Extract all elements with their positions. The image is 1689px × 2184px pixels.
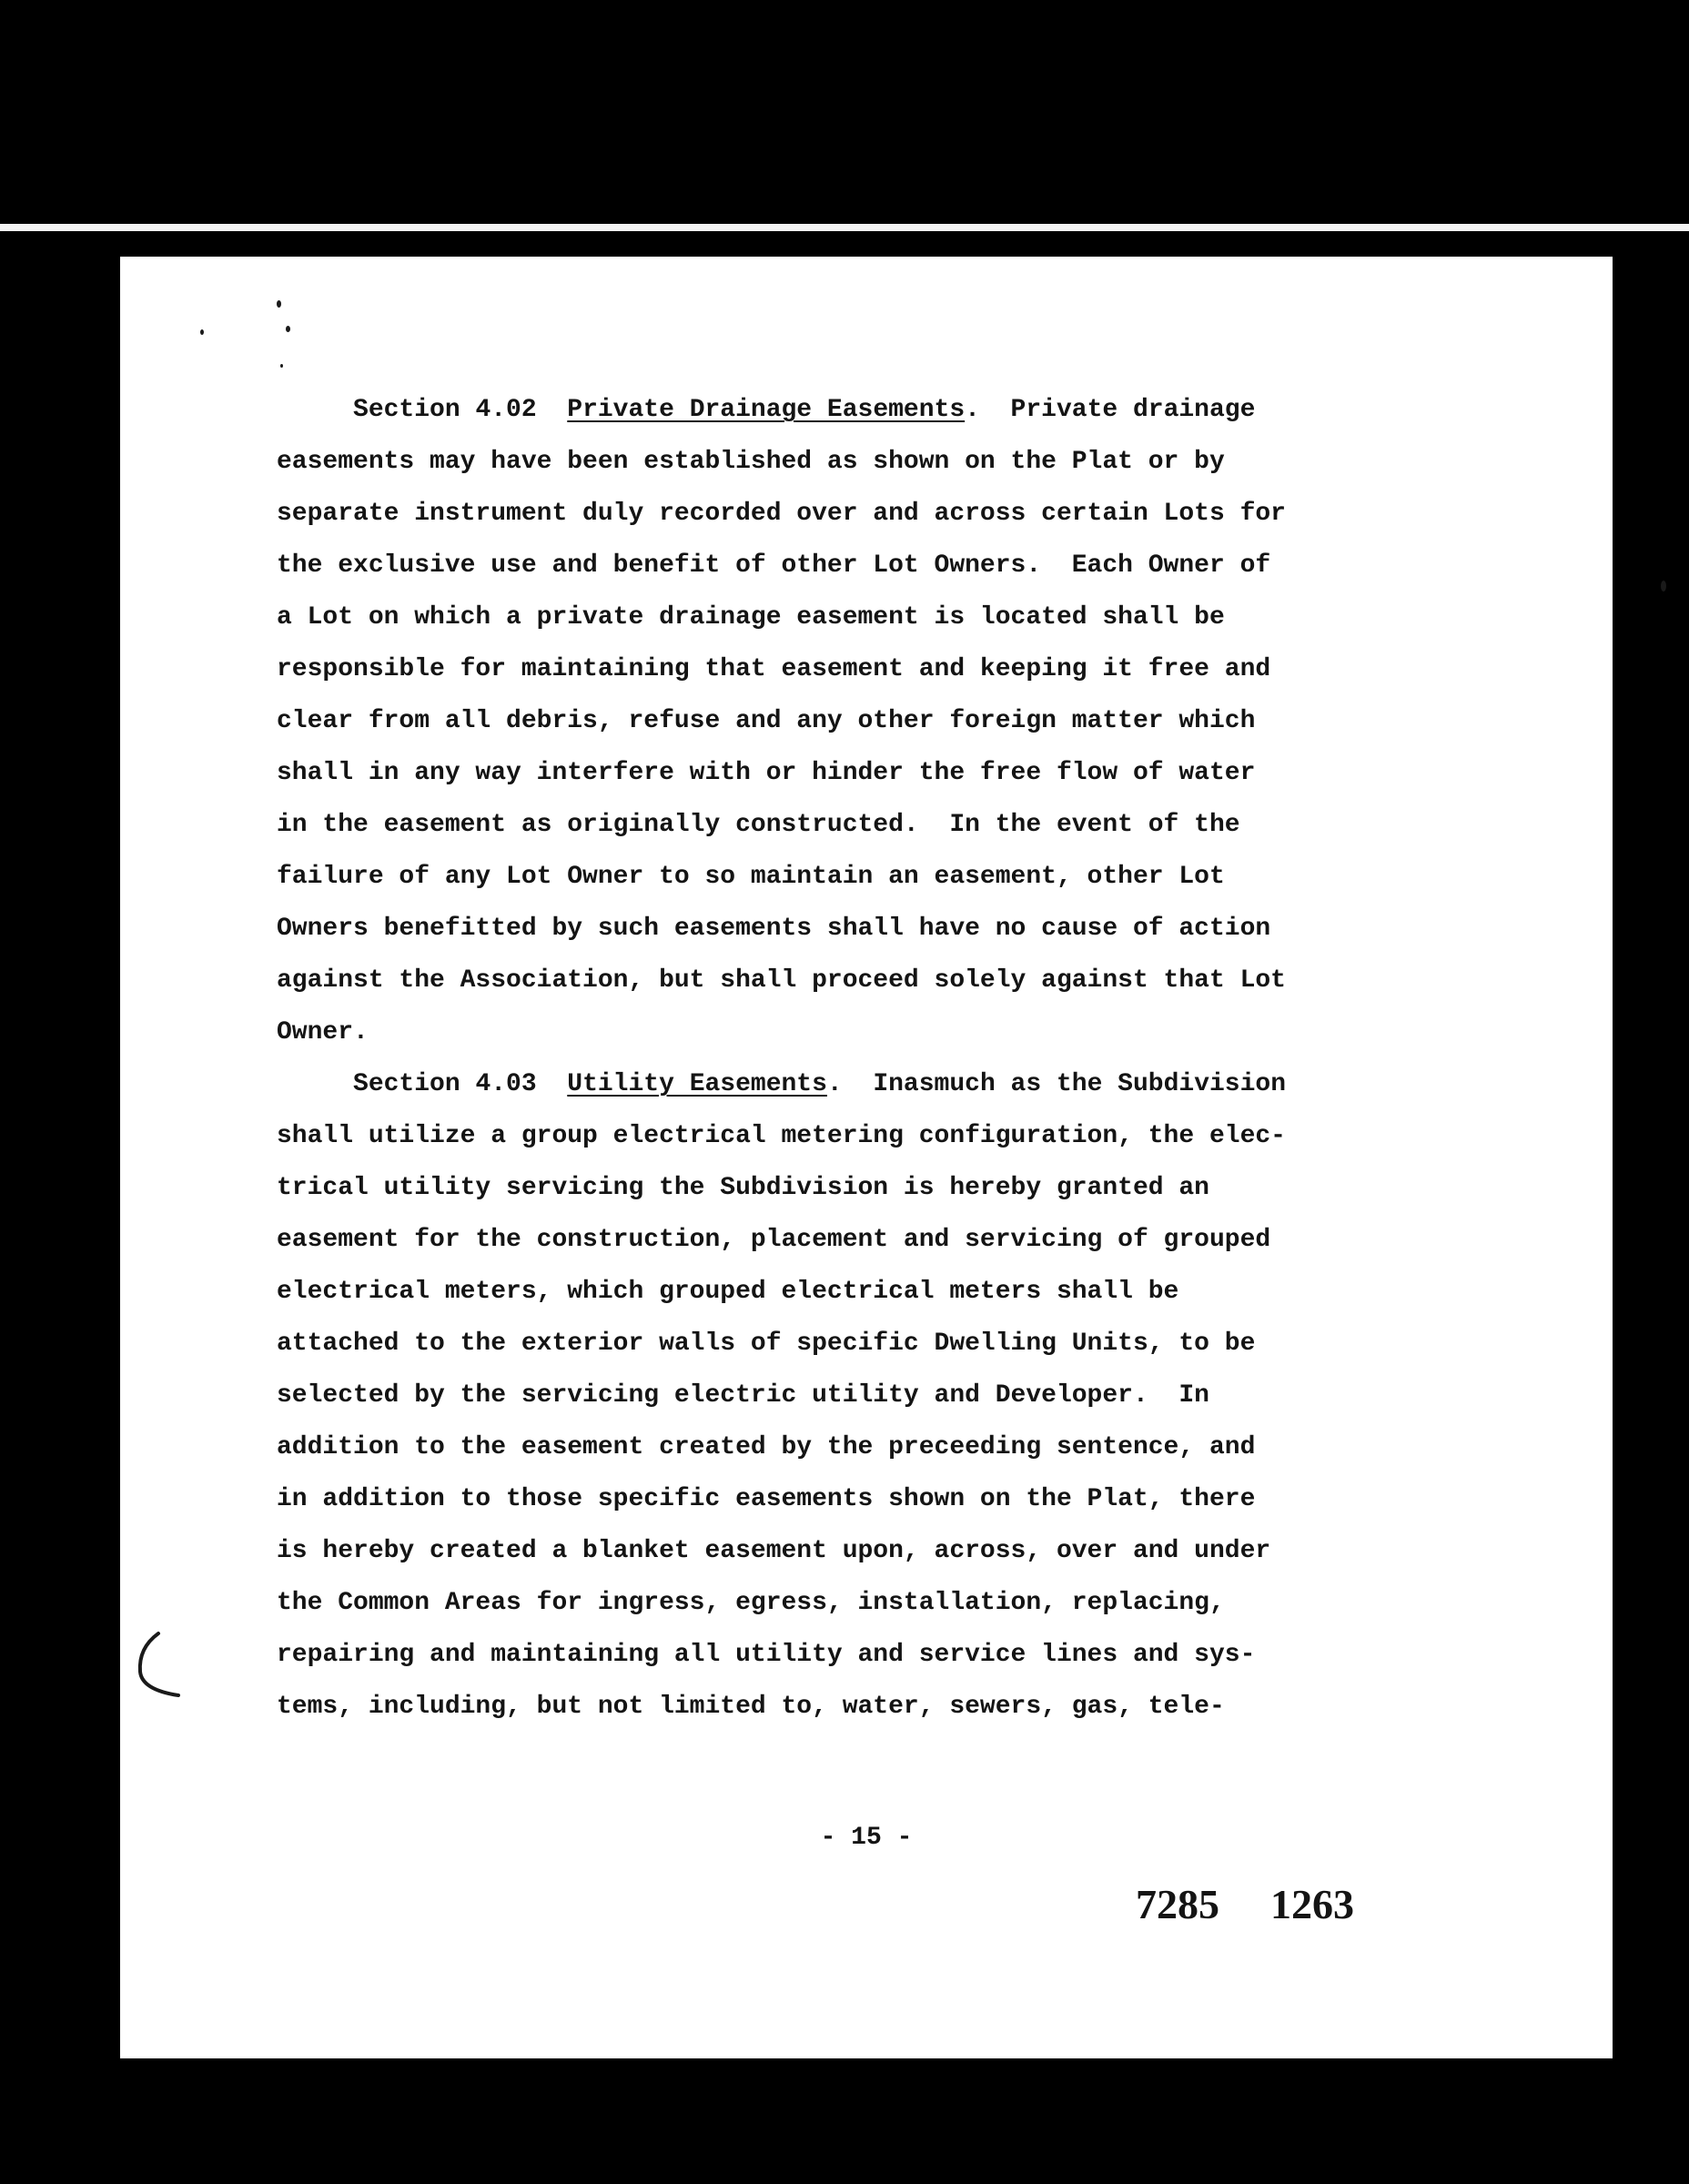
- section-403-first-line: [277, 1058, 1569, 1110]
- text-line: selected by the servicing electric utility and Developer. In: [277, 1381, 1209, 1410]
- scan-border-rule: [0, 224, 1689, 231]
- text-line: Owners benefitted by such easements shall have no cause of action: [277, 915, 1271, 943]
- section-403-heading: Utility Easements: [567, 1070, 827, 1098]
- text-line: clear from all debris, refuse and any other foreign matter which: [277, 707, 1256, 735]
- text-line: shall utilize a group electrical metering configuration, the elec-: [277, 1122, 1286, 1150]
- text-line: easement for the construction, placement and servicing of grouped: [277, 1226, 1271, 1254]
- text-line: attached to the exterior walls of specific Dwelling Units, to be: [277, 1330, 1256, 1358]
- book-number: 7285: [1136, 1881, 1219, 1927]
- document-page: [120, 257, 1613, 2058]
- scan-speck: [200, 329, 204, 335]
- text-line: easements may have been established as shown on the Plat or by: [277, 448, 1225, 476]
- scan-speck: [1661, 581, 1666, 592]
- document-body: [277, 384, 1569, 1733]
- text-line: Owner.: [277, 1018, 369, 1046]
- text-line: electrical meters, which grouped electrical meters shall be: [277, 1278, 1179, 1306]
- text-line: in the easement as originally constructed. In the event of the: [277, 811, 1240, 839]
- scan-speck: [277, 300, 281, 308]
- text-line: the exclusive use and benefit of other Lot Owners. Each Owner of: [277, 551, 1271, 580]
- text-line: failure of any Lot Owner to so maintain an easement, other Lot: [277, 863, 1225, 891]
- section-402-heading: Private Drainage Easements: [567, 396, 966, 424]
- section-402-first-line: [277, 384, 1569, 436]
- record-page-number: 1263: [1270, 1881, 1354, 1927]
- text-line: a Lot on which a private drainage easement is located shall be: [277, 603, 1225, 632]
- section-403-number: Section 4.03: [353, 1070, 537, 1098]
- text-line: tems, including, but not limited to, water, sewers, gas, tele-: [277, 1693, 1225, 1721]
- page-number: - 15 -: [820, 1824, 913, 1852]
- section-402-lead: . Private drainage: [965, 396, 1256, 424]
- text-line: trical utility servicing the Subdivision is hereby granted an: [277, 1174, 1209, 1202]
- handwritten-mark: [133, 1626, 187, 1708]
- text-line: against the Association, but shall proceed solely against that Lot: [277, 966, 1286, 995]
- section-403-lead: . Inasmuch as the Subdivision: [826, 1070, 1287, 1098]
- scan-border-band: [0, 146, 1689, 226]
- text-line: shall in any way interfere with or hinder the free flow of water: [277, 759, 1256, 787]
- scan-speck: [286, 326, 290, 332]
- book-page-stamp: [1136, 1880, 1405, 1928]
- scan-speck: [280, 364, 283, 368]
- text-line: is hereby created a blanket easement upon, across, over and under: [277, 1537, 1271, 1565]
- text-line: repairing and maintaining all utility and service lines and sys-: [277, 1641, 1256, 1669]
- text-line: the Common Areas for ingress, egress, installation, replacing,: [277, 1589, 1225, 1617]
- text-line: in addition to those specific easements shown on the Plat, there: [277, 1485, 1256, 1513]
- text-line: responsible for maintaining that easement and keeping it free and: [277, 655, 1271, 683]
- text-line: separate instrument duly recorded over and across certain Lots for: [277, 500, 1286, 528]
- section-402-number: Section 4.02: [353, 396, 537, 424]
- text-line: addition to the easement created by the preceeding sentence, and: [277, 1433, 1256, 1461]
